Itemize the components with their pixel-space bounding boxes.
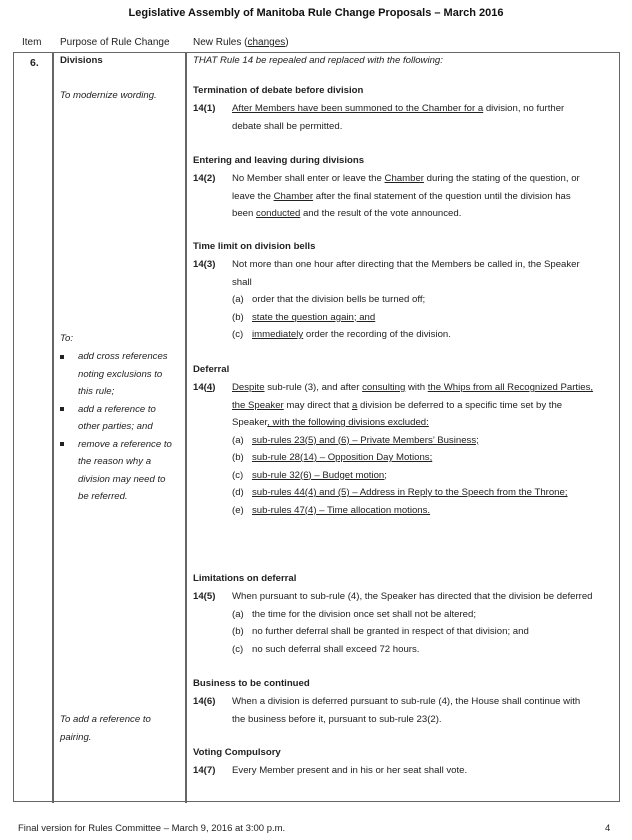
rule-heading: Business to be continued [193, 678, 310, 689]
column-divider-purpose [185, 52, 187, 803]
rule-text: debate shall be permitted. [232, 121, 343, 132]
subitem-label: (b) [232, 311, 244, 323]
column-header-new-rules: New Rules (changes) [193, 37, 289, 48]
rule-text: been conducted and the result of the vote announced. [232, 208, 462, 219]
rule-text: leave the Chamber after the final statement of the question until the division has [232, 190, 571, 202]
purpose-title: Divisions [60, 55, 103, 66]
rule-intro: THAT Rule 14 be repealed and replaced with the following: [193, 55, 443, 66]
bullet-line: remove a reference to [78, 438, 172, 450]
rule-text: Every Member present and in his or her seat shall vote. [232, 765, 468, 776]
rule-text: Not more than one hour after directing that the Members be called in, the Speaker [232, 259, 580, 270]
rule-text: the Speaker may direct that a division be deferred to a specific time set by the [232, 399, 563, 411]
subitem-label: (b) [232, 626, 244, 637]
column-header-purpose: Purpose of Rule Change [60, 37, 170, 48]
rule-number: 14(4) [193, 382, 216, 393]
subitem-text: sub-rules 44(4) and (5) – Address in Reply to the Speech from the Throne; [252, 487, 568, 498]
column-header-item: Item [22, 37, 42, 48]
rule-heading: Termination of debate before division [193, 85, 364, 96]
subitem-label: (a) [232, 294, 244, 305]
subitem-text: no such deferral shall exceed 72 hours. [252, 643, 420, 655]
rule-text: the business before it, pursuant to sub-rule 23(2). [232, 713, 442, 725]
rule-number: 14(6) [193, 696, 216, 707]
rule-number: 14(1) [193, 103, 216, 114]
rule-number: 14(2) [193, 173, 216, 184]
column-divider-item [52, 52, 54, 803]
bullet-line: other parties; and [78, 421, 153, 432]
footer-text: Final version for Rules Committee – March 9, 2016 at 3:00 p.m. [18, 823, 286, 834]
rule-text: After Members have been summoned to the Chamber for a division, no further [232, 103, 565, 114]
bullet-line: add cross references [78, 351, 168, 362]
subitem-label: (a) [232, 608, 244, 620]
rule-text: Despite sub-rule (3), and after consulting with the Whips from all Recognized Parties, [232, 382, 594, 393]
rule-heading: Voting Compulsory [193, 747, 281, 758]
document-title: Legislative Assembly of Manitoba Rule Change Proposals – March 2016 [128, 7, 504, 19]
subitem-label: (e) [232, 504, 244, 516]
rule-text: shall [232, 276, 252, 288]
subitem-text: sub-rules 47(4) – Time allocation motions. [252, 504, 431, 516]
subitem-text: state the question again; and [252, 311, 376, 323]
subitem-label: (c) [232, 329, 244, 340]
subitem-label: (b) [232, 452, 244, 463]
bullet-icon [60, 407, 64, 411]
purpose-note-pairing: To add a reference to [60, 714, 151, 725]
bullet-line: noting exclusions to [78, 368, 163, 380]
purpose-note-modernize: To modernize wording. [60, 90, 157, 101]
item-number: 6. [30, 57, 39, 69]
bullet-line: the reason why a [78, 456, 152, 467]
rule-heading: Time limit on division bells [193, 241, 316, 252]
purpose-note-intro: To: [60, 333, 73, 344]
bullet-icon [60, 442, 64, 446]
rule-number: 14(3) [193, 259, 216, 270]
bullet-line: this rule; [78, 386, 115, 397]
subitem-label: (c) [232, 469, 244, 481]
subitem-text: sub-rule 28(14) – Opposition Day Motions; [252, 452, 433, 463]
rule-number: 14(7) [193, 765, 216, 776]
rule-number: 14(5) [193, 591, 216, 602]
subitem-text: sub-rules 23(5) and (6) – Private Members’ Business; [252, 434, 479, 446]
rule-text: When a division is deferred pursuant to sub-rule (4), the House shall continue with [232, 696, 581, 707]
rule-heading: Limitations on deferral [193, 573, 297, 584]
subitem-text: immediately order the recording of the division. [252, 329, 451, 340]
subitem-label: (d) [232, 487, 244, 498]
subitem-text: the time for the division once set shall not be altered; [252, 608, 476, 620]
rule-heading: Deferral [193, 364, 230, 375]
subitem-text: no further deferral shall be granted in respect of that division; and [252, 626, 529, 637]
rule-text: Speaker, with the following divisions excluded: [232, 417, 429, 428]
bullet-line: add a reference to [78, 403, 156, 415]
page-number: 4 [605, 823, 611, 834]
purpose-note-pairing: pairing. [60, 732, 92, 743]
rule-heading: Entering and leaving during divisions [193, 155, 365, 166]
bullet-icon [60, 355, 64, 359]
bullet-line: division may need to [78, 473, 166, 485]
subitem-label: (a) [232, 434, 244, 446]
rule-text: No Member shall enter or leave the Chamber during the stating of the question, or [232, 173, 580, 184]
rule-text: When pursuant to sub-rule (4), the Speaker has directed that the division be deferred [232, 591, 593, 602]
bullet-line: be referred. [78, 491, 128, 502]
subitem-label: (c) [232, 643, 244, 655]
subitem-text: sub-rule 32(6) – Budget motion; [252, 469, 387, 481]
subitem-text: order that the division bells be turned off; [252, 294, 426, 305]
